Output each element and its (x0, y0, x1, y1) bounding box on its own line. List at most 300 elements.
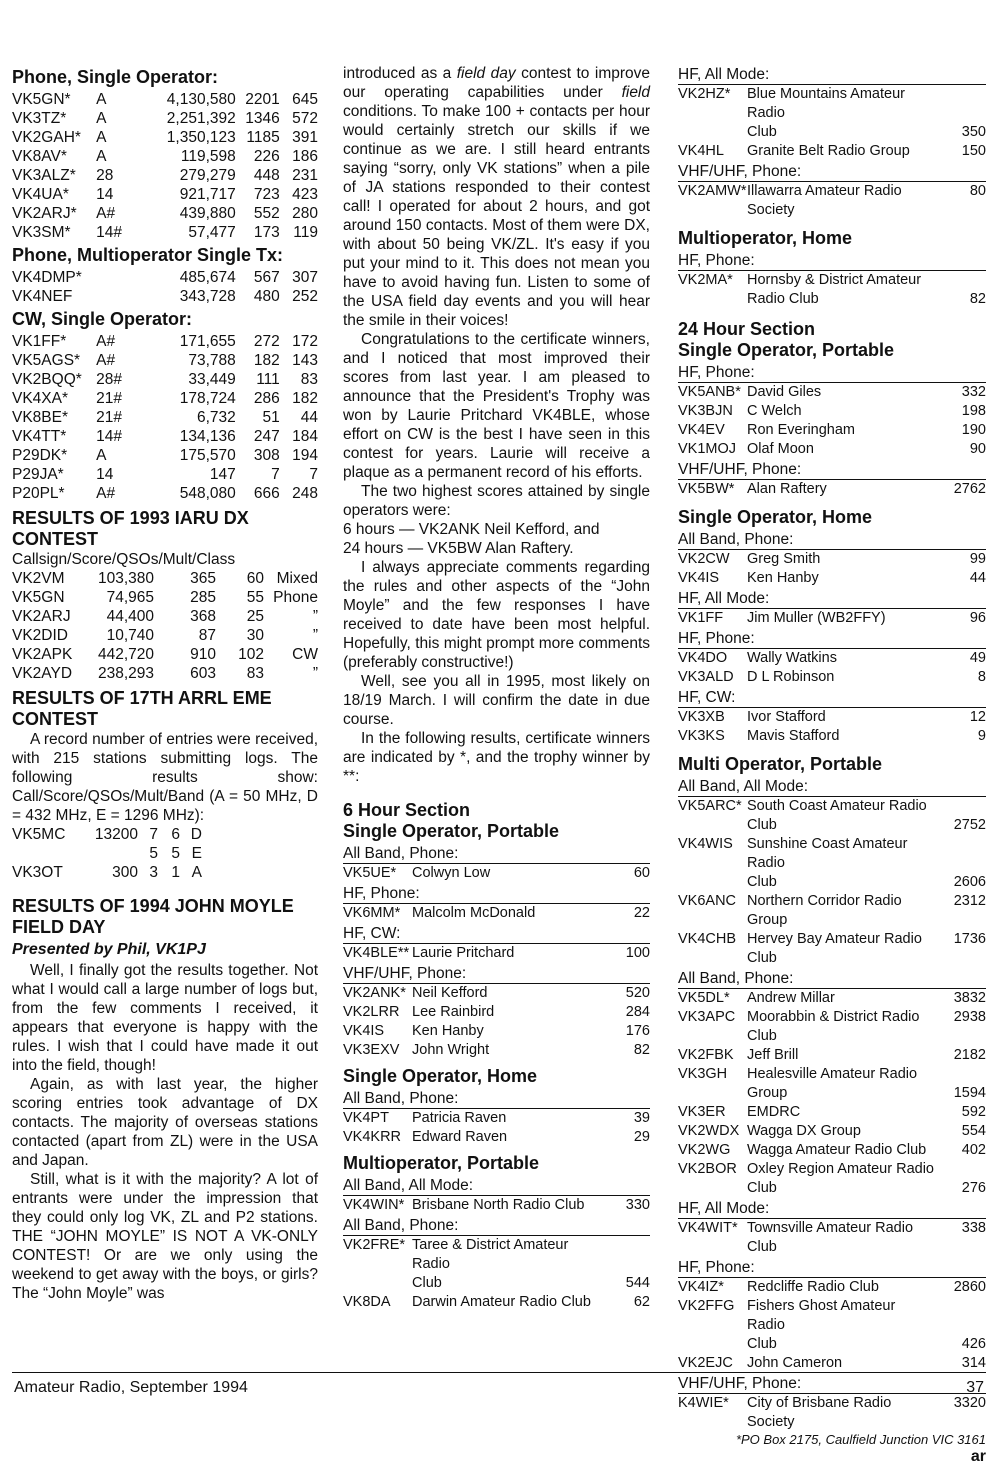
table-cell: 1185 (246, 129, 280, 146)
table-row (12, 863, 318, 882)
table-cell: 134,136 (179, 428, 236, 445)
entry-name: Hervey Bay Amateur Radio Club (747, 931, 922, 966)
table-cell: 921,717 (179, 186, 236, 203)
table-cell: 365 (190, 570, 216, 587)
table-cell: VK3ALZ* (12, 167, 76, 184)
table-cell: 111 (256, 371, 280, 388)
table-cell: VK2BQQ* (12, 371, 82, 388)
result-entry (678, 1141, 986, 1160)
column-1 (12, 64, 318, 1303)
entry-score: 1736 (953, 931, 986, 947)
highest-score-24h: 24 hours — VK5BW Alan Raftery. (343, 540, 574, 557)
table-cell: ” (312, 608, 318, 625)
entry-score: 96 (969, 610, 986, 626)
table-row (12, 389, 318, 408)
entry-callsign: VK3ALD (678, 669, 734, 685)
cw-single-table (12, 332, 318, 503)
table-cell: A# (96, 485, 116, 502)
table-cell: A (96, 148, 107, 165)
table-cell: 83 (246, 665, 264, 682)
entry-name: Moorabbin & District Radio Club (747, 1009, 920, 1044)
entry-callsign: VK4EV (678, 422, 725, 438)
entry-name: Laurie Pritchard (412, 945, 515, 961)
entry-callsign: VK4HL (678, 143, 724, 159)
entry-score: 99 (969, 551, 986, 567)
moyle-paragraph-1: Well, I finally got the results together. Not what I would call a large number of logs but, from the few comments I received, it appears that everyone is happy with the rules. I wish that I could have made it out into the field, though! (12, 962, 318, 1074)
entry-row (678, 1160, 986, 1198)
end-mark: ar (970, 1448, 986, 1465)
table-row (12, 645, 318, 664)
entry-callsign: VK6ANC (678, 893, 737, 909)
entry-name: John Wright (412, 1042, 490, 1058)
congratulations-paragraph: Congratulations to the certificate winners, and I noticed that most improved their scores from last year. I am pleased to announce that the President's Trophy was won by Laurie Pritchard VK4BLE, whose effort on CW is the best I have seen in this contest for years. Laurie will receive a plaque as a permanent record of his efforts. (343, 331, 650, 481)
entry-name: Illawarra Amateur Radio Society (747, 183, 902, 218)
entry-callsign: VK2EJC (678, 1355, 733, 1371)
entry-score (934, 85, 986, 123)
category-label: All Band, All Mode: (678, 777, 986, 797)
entry-score: 2762 (953, 481, 986, 497)
table-cell: 4,130,580 (166, 91, 236, 108)
entry-row (678, 1065, 986, 1103)
entry-score: 39 (633, 1110, 650, 1126)
entry-name: David Giles (747, 384, 822, 400)
address-line: *PO Box 2175, Caulfield Junction VIC 3161 (735, 1432, 986, 1447)
table-cell: 666 (253, 485, 280, 502)
entry-score: 332 (961, 384, 986, 400)
entry-callsign: VK1FF (678, 610, 724, 626)
table-cell: 6 (171, 826, 180, 843)
table-cell: ” (312, 665, 318, 682)
result-entry (678, 1065, 986, 1103)
table-cell: VK2APK (12, 646, 73, 663)
entry-name-continued: Club (747, 1336, 777, 1352)
result-entry (678, 421, 986, 440)
table-cell: A# (96, 333, 116, 350)
table-cell: 552 (253, 205, 280, 222)
entry-row (678, 1354, 986, 1373)
result-entry (678, 989, 986, 1008)
result-entry (343, 1109, 650, 1128)
entry-score: 2860 (953, 1279, 986, 1295)
table-cell: VK4TT* (12, 428, 67, 445)
result-entry (343, 1128, 650, 1147)
category-label: HF, Phone: (343, 884, 650, 904)
table-cell: 272 (253, 333, 280, 350)
result-entry (678, 930, 986, 968)
table-cell (96, 287, 150, 306)
entry-row (678, 1122, 986, 1141)
entry-name: Hornsby & District Amateur (747, 272, 922, 288)
table-row (12, 408, 318, 427)
table-cell: 51 (262, 409, 280, 426)
table-cell: P20PL* (12, 485, 65, 502)
result-entry (678, 85, 986, 142)
table-cell: 7 (271, 466, 280, 483)
table-cell (12, 844, 74, 863)
entry-row (343, 1236, 650, 1293)
entry-callsign: VK4CHB (678, 931, 737, 947)
entry-name: Fishers Ghost Amateur Radio (747, 1298, 896, 1333)
result-entry (678, 835, 986, 892)
entry-name: Wagga DX Group (747, 1123, 861, 1139)
entry-row (343, 1293, 650, 1312)
table-cell: 286 (253, 390, 280, 407)
table-cell: VK3SM* (12, 224, 71, 241)
category-label: HF, All Mode: (678, 589, 986, 609)
entry-row (678, 835, 986, 892)
phone-single-table (12, 90, 318, 242)
page-number: 37 (966, 1379, 984, 1396)
table-cell: 33,449 (188, 371, 236, 388)
phone-multi-heading: Phone, Multioperator Single Tx: (12, 245, 284, 265)
entry-row (678, 182, 986, 220)
result-entry (678, 480, 986, 499)
result-entry (678, 569, 986, 588)
table-cell: 194 (292, 447, 318, 464)
entry-score: 284 (625, 1004, 650, 1020)
entry-callsign: VK2AMW* (678, 183, 747, 199)
result-entry (343, 904, 650, 923)
entry-name-continued: Radio Club (747, 291, 819, 307)
phone-multi-table (12, 268, 318, 306)
entry-callsign: VK4BLE** (343, 945, 410, 961)
table-cell: 14 (96, 466, 114, 483)
table-cell: VK2GAH* (12, 129, 81, 146)
table-cell: 280 (292, 205, 318, 222)
entry-score: 554 (961, 1123, 986, 1139)
entry-callsign: VK2FBK (678, 1047, 734, 1063)
table-cell: 184 (292, 428, 318, 445)
result-entry (678, 142, 986, 161)
table-cell: VK4XA* (12, 390, 69, 407)
table-cell: 307 (292, 269, 318, 286)
table-cell: P29JA* (12, 466, 64, 483)
entry-score: 90 (969, 441, 986, 457)
table-cell: 1,350,123 (166, 129, 236, 146)
highest-score-6h: 6 hours — VK2ANK Neil Kefford, and (343, 521, 600, 538)
table-cell: 645 (292, 91, 318, 108)
entry-score: 49 (969, 650, 986, 666)
entry-score (934, 271, 986, 290)
entry-callsign: VK2CW (678, 551, 730, 567)
result-entry (678, 383, 986, 402)
iaru-heading: RESULTS OF 1993 IARU DX CONTEST (12, 508, 249, 549)
entry-score: 2312 (953, 893, 986, 909)
table-cell: 238,293 (97, 665, 154, 682)
entry-row (678, 1219, 986, 1257)
category-label: VHF/UHF, Phone: (678, 1374, 986, 1394)
entry-name-continued: Club (747, 817, 777, 833)
table-cell: 2,251,392 (166, 110, 236, 127)
table-row (12, 223, 318, 242)
column-2 (343, 64, 650, 1312)
entry-row (343, 864, 650, 883)
entry-callsign: VK4KRR (343, 1129, 402, 1145)
entry-callsign: VK4IS (678, 570, 720, 586)
entry-list (343, 1109, 650, 1147)
table-cell: VK5GN* (12, 91, 71, 108)
moyle-paragraph-continued: introduced as a field day contest to improve our operating capabilities under field conditions. To make 100 + contacts per hour would certainly stretch our skills if we continue as we are. I still heard entrants saying “sorry, only VK stations” when a pile of JA stations responded to their contest call! I operated for about 2 hours, and got around 150 contacts. Most of them were DX, with about 50 being VK/ZL. It's easy if you put your mind to it. This does not mean you have to avoid having fun. Listen to some of the USA field day events and you will hear the smile in their voices! (343, 65, 651, 329)
table-cell: 171,655 (179, 333, 236, 350)
entry-callsign: VK5ANB* (678, 384, 741, 400)
table-cell: VK5AGS* (12, 352, 81, 369)
table-cell: 10,740 (106, 627, 154, 644)
table-cell: 567 (253, 269, 280, 286)
entry-score: 22 (633, 905, 650, 921)
table-cell: 248 (292, 485, 318, 502)
table-cell: 178,724 (179, 390, 236, 407)
table-cell: 143 (292, 352, 318, 369)
table-cell: Phone (273, 589, 318, 606)
entry-row (678, 609, 986, 628)
result-entry (343, 1041, 650, 1060)
table-cell: 723 (253, 186, 280, 203)
table-cell: 21# (96, 409, 123, 426)
table-row (12, 484, 318, 503)
category-label: All Band, Phone: (678, 969, 986, 989)
result-entry (343, 1293, 650, 1312)
entry-name: Alan Raftery (747, 481, 827, 497)
table-cell: 231 (292, 167, 318, 184)
entry-name: Wagga Amateur Radio Club (747, 1142, 927, 1158)
table-cell: 14# (96, 224, 123, 241)
table-cell: 308 (253, 447, 280, 464)
table-row (12, 166, 318, 185)
entry-name: Wally Watkins (747, 650, 837, 666)
entry-score: 2752 (953, 817, 986, 833)
entry-callsign: VK2FRE* (343, 1237, 406, 1253)
entry-list (678, 383, 986, 459)
result-entry (678, 1122, 986, 1141)
entry-name: City of Brisbane Radio Society (747, 1395, 892, 1430)
entry-row (678, 142, 986, 161)
table-cell: VK3TZ* (12, 110, 67, 127)
table-cell: 548,080 (179, 485, 236, 502)
result-entry (678, 271, 986, 309)
entry-row (678, 85, 986, 142)
eme-table (12, 825, 318, 882)
results-intro-paragraph: In the following results, certificate winners are indicated by *, and the trophy winner by **: (343, 730, 650, 785)
entry-callsign: VK1MOJ (678, 441, 737, 457)
entry-score: 520 (625, 985, 650, 1001)
entry-row (678, 989, 986, 1008)
table-cell: 28 (96, 167, 114, 184)
entry-name-continued: Club (412, 1275, 442, 1291)
category-label: HF, Phone: (678, 1258, 986, 1278)
moyle-heading: RESULTS OF 1994 JOHN MOYLE FIELD DAY (12, 896, 294, 937)
entry-score: 426 (961, 1336, 986, 1352)
table-cell: 182 (292, 390, 318, 407)
table-row (12, 446, 318, 465)
entry-score: 82 (633, 1042, 650, 1058)
table-row (12, 268, 318, 287)
entry-name: Darwin Amateur Radio Club (412, 1294, 591, 1310)
table-cell: 603 (190, 665, 216, 682)
table-cell: 391 (292, 129, 318, 146)
table-cell: A (96, 447, 107, 464)
entry-score: 150 (961, 143, 986, 159)
table-cell: VK2AYD (12, 665, 73, 682)
entry-name: Townsville Amateur Radio Club (747, 1220, 914, 1255)
entry-name: Ivor Stafford (747, 709, 826, 725)
table-row (12, 626, 318, 645)
entry-score (934, 797, 986, 816)
entry-row (678, 480, 986, 499)
entry-score: 12 (969, 709, 986, 725)
table-cell: 172 (292, 333, 318, 350)
entry-row (343, 904, 650, 923)
result-entry (678, 1354, 986, 1373)
table-cell: 44 (300, 409, 318, 426)
table-cell: 14# (96, 428, 123, 445)
entry-callsign: VK2FFG (678, 1298, 735, 1314)
entry-row (678, 930, 986, 968)
result-entry (678, 1008, 986, 1046)
entry-name: Sunshine Coast Amateur Radio (747, 836, 908, 871)
category-label: HF, CW: (343, 924, 650, 944)
eme-heading: RESULTS OF 17TH ARRL EME CONTEST (12, 688, 272, 729)
table-row (12, 370, 318, 389)
entry-callsign: VK5BW* (678, 481, 735, 497)
twentyfour-hour-heading: 24 Hour Section (678, 319, 816, 339)
entry-row (343, 1196, 650, 1215)
table-cell: 57,477 (188, 224, 236, 241)
table-cell: 119,598 (180, 148, 236, 165)
moyle-paragraph-2: Again, as with last year, the higher scoring entries took advantage of DX contacts. The majority of overseas stations contacted (apart from ZL) were in the USA and Japan. (12, 1076, 318, 1169)
result-entry (678, 1297, 986, 1354)
entry-score: 3320 (953, 1395, 986, 1411)
result-entry (343, 944, 650, 963)
category-label: HF, All Mode: (678, 65, 986, 85)
table-cell: 186 (292, 148, 318, 165)
entry-score: 544 (625, 1275, 650, 1291)
table-cell: 44,400 (106, 608, 154, 625)
table-cell: 480 (253, 288, 280, 305)
entry-callsign: VK3BJN (678, 403, 733, 419)
result-entry (678, 1160, 986, 1198)
table-cell: CW (292, 646, 318, 663)
entry-list (678, 550, 986, 588)
table-cell: P29DK* (12, 447, 68, 464)
table-cell: 285 (190, 589, 216, 606)
cw-single-heading: CW, Single Operator: (12, 309, 193, 329)
table-cell: 1 (171, 864, 180, 881)
table-cell: 442,720 (97, 646, 154, 663)
entry-score: 29 (633, 1129, 650, 1145)
category-label: HF, CW: (678, 688, 986, 708)
table-cell: VK8BE* (12, 409, 69, 426)
table-cell: VK4DMP* (12, 269, 82, 286)
entry-row (678, 1046, 986, 1065)
six-hour-heading: 6 Hour Section (343, 800, 471, 820)
entry-name: South Coast Amateur Radio (747, 798, 927, 814)
entry-callsign: VK2MA* (678, 272, 733, 288)
table-cell: 572 (292, 110, 318, 127)
result-entry (678, 609, 986, 628)
see-you-paragraph: Well, see you all in 1995, most likely on 18/19 March. I will confirm the date in due course. (343, 673, 650, 728)
entry-name: Mavis Stafford (747, 728, 840, 744)
entry-callsign: VK2ANK* (343, 985, 406, 1001)
entry-callsign: VK2BOR (678, 1161, 737, 1177)
table-cell: 343,728 (179, 288, 236, 305)
entry-callsign: VK5UE* (343, 865, 397, 881)
entry-row (678, 797, 986, 835)
entry-row (678, 1008, 986, 1046)
table-row (12, 90, 318, 109)
twentyfour-hour-subheading: Single Operator, Portable (678, 340, 895, 360)
entry-score (934, 835, 986, 873)
eme-paragraph: A record number of entries were received, with 215 stations submitting logs. The following results show: Call/Score/QSOs/Mult/Band (A = 50 MHz, D = 432 MHz, E = 1296 MHz): (12, 731, 318, 824)
entry-score: 592 (961, 1104, 986, 1120)
table-cell: 6,732 (196, 409, 236, 426)
table-cell (80, 844, 138, 863)
entry-row (678, 1278, 986, 1297)
entry-name: Olaf Moon (747, 441, 814, 457)
entry-callsign: VK3EXV (343, 1042, 400, 1058)
table-row (12, 128, 318, 147)
result-entry (678, 649, 986, 668)
table-cell: 103,380 (97, 570, 154, 587)
entry-score: 1594 (953, 1085, 986, 1101)
entry-callsign: VK3ER (678, 1104, 726, 1120)
table-cell: 173 (253, 224, 280, 241)
table-cell: 3 (149, 864, 158, 881)
table-cell: 182 (253, 352, 280, 369)
table-row (12, 588, 318, 607)
moyle-byline: Presented by Phil, VK1PJ (12, 941, 206, 958)
table-row (12, 332, 318, 351)
entry-score: 3832 (953, 990, 986, 1006)
entry-row (678, 1141, 986, 1160)
table-cell: 73,788 (188, 352, 236, 369)
entry-score: 2606 (953, 874, 986, 890)
table-cell: VK2VM (12, 570, 65, 587)
table-cell: A (96, 129, 107, 146)
table-cell: 175,570 (179, 447, 236, 464)
table-cell: 300 (112, 864, 138, 881)
table-cell: VK2ARJ (12, 608, 71, 625)
entry-name: Blue Mountains Amateur Radio (747, 86, 905, 121)
table-cell: 21# (96, 390, 123, 407)
iaru-header: Callsign/Score/QSOs/Mult/Class (12, 551, 236, 568)
entry-callsign: VK6MM* (343, 905, 401, 921)
entry-callsign: VK3APC (678, 1009, 736, 1025)
entry-callsign: VK4WIN* (343, 1197, 405, 1213)
entry-name: Jim Muller (WB2FFY) (747, 610, 886, 626)
table-row (12, 287, 318, 306)
entry-score: 44 (969, 570, 986, 586)
entry-callsign: VK3XB (678, 709, 725, 725)
table-cell: 119 (293, 224, 318, 241)
table-row (12, 427, 318, 446)
entry-name: C Welch (747, 403, 802, 419)
entry-callsign: VK4WIS (678, 836, 733, 852)
table-row (12, 351, 318, 370)
table-cell: VK8AV* (12, 148, 67, 165)
table-cell: A (96, 91, 107, 108)
entry-name: Ken Hanby (747, 570, 819, 586)
entry-score: 276 (961, 1180, 986, 1196)
table-cell: A# (96, 352, 116, 369)
entry-score: 60 (633, 865, 650, 881)
entry-row (678, 1103, 986, 1122)
highest-scores-paragraph: The two highest scores attained by single operators were: (343, 483, 650, 519)
entry-name: D L Robinson (747, 669, 835, 685)
table-cell: E (191, 845, 202, 862)
entry-score: 330 (625, 1197, 650, 1213)
table-cell: 60 (246, 570, 264, 587)
table-cell: 439,880 (179, 205, 236, 222)
